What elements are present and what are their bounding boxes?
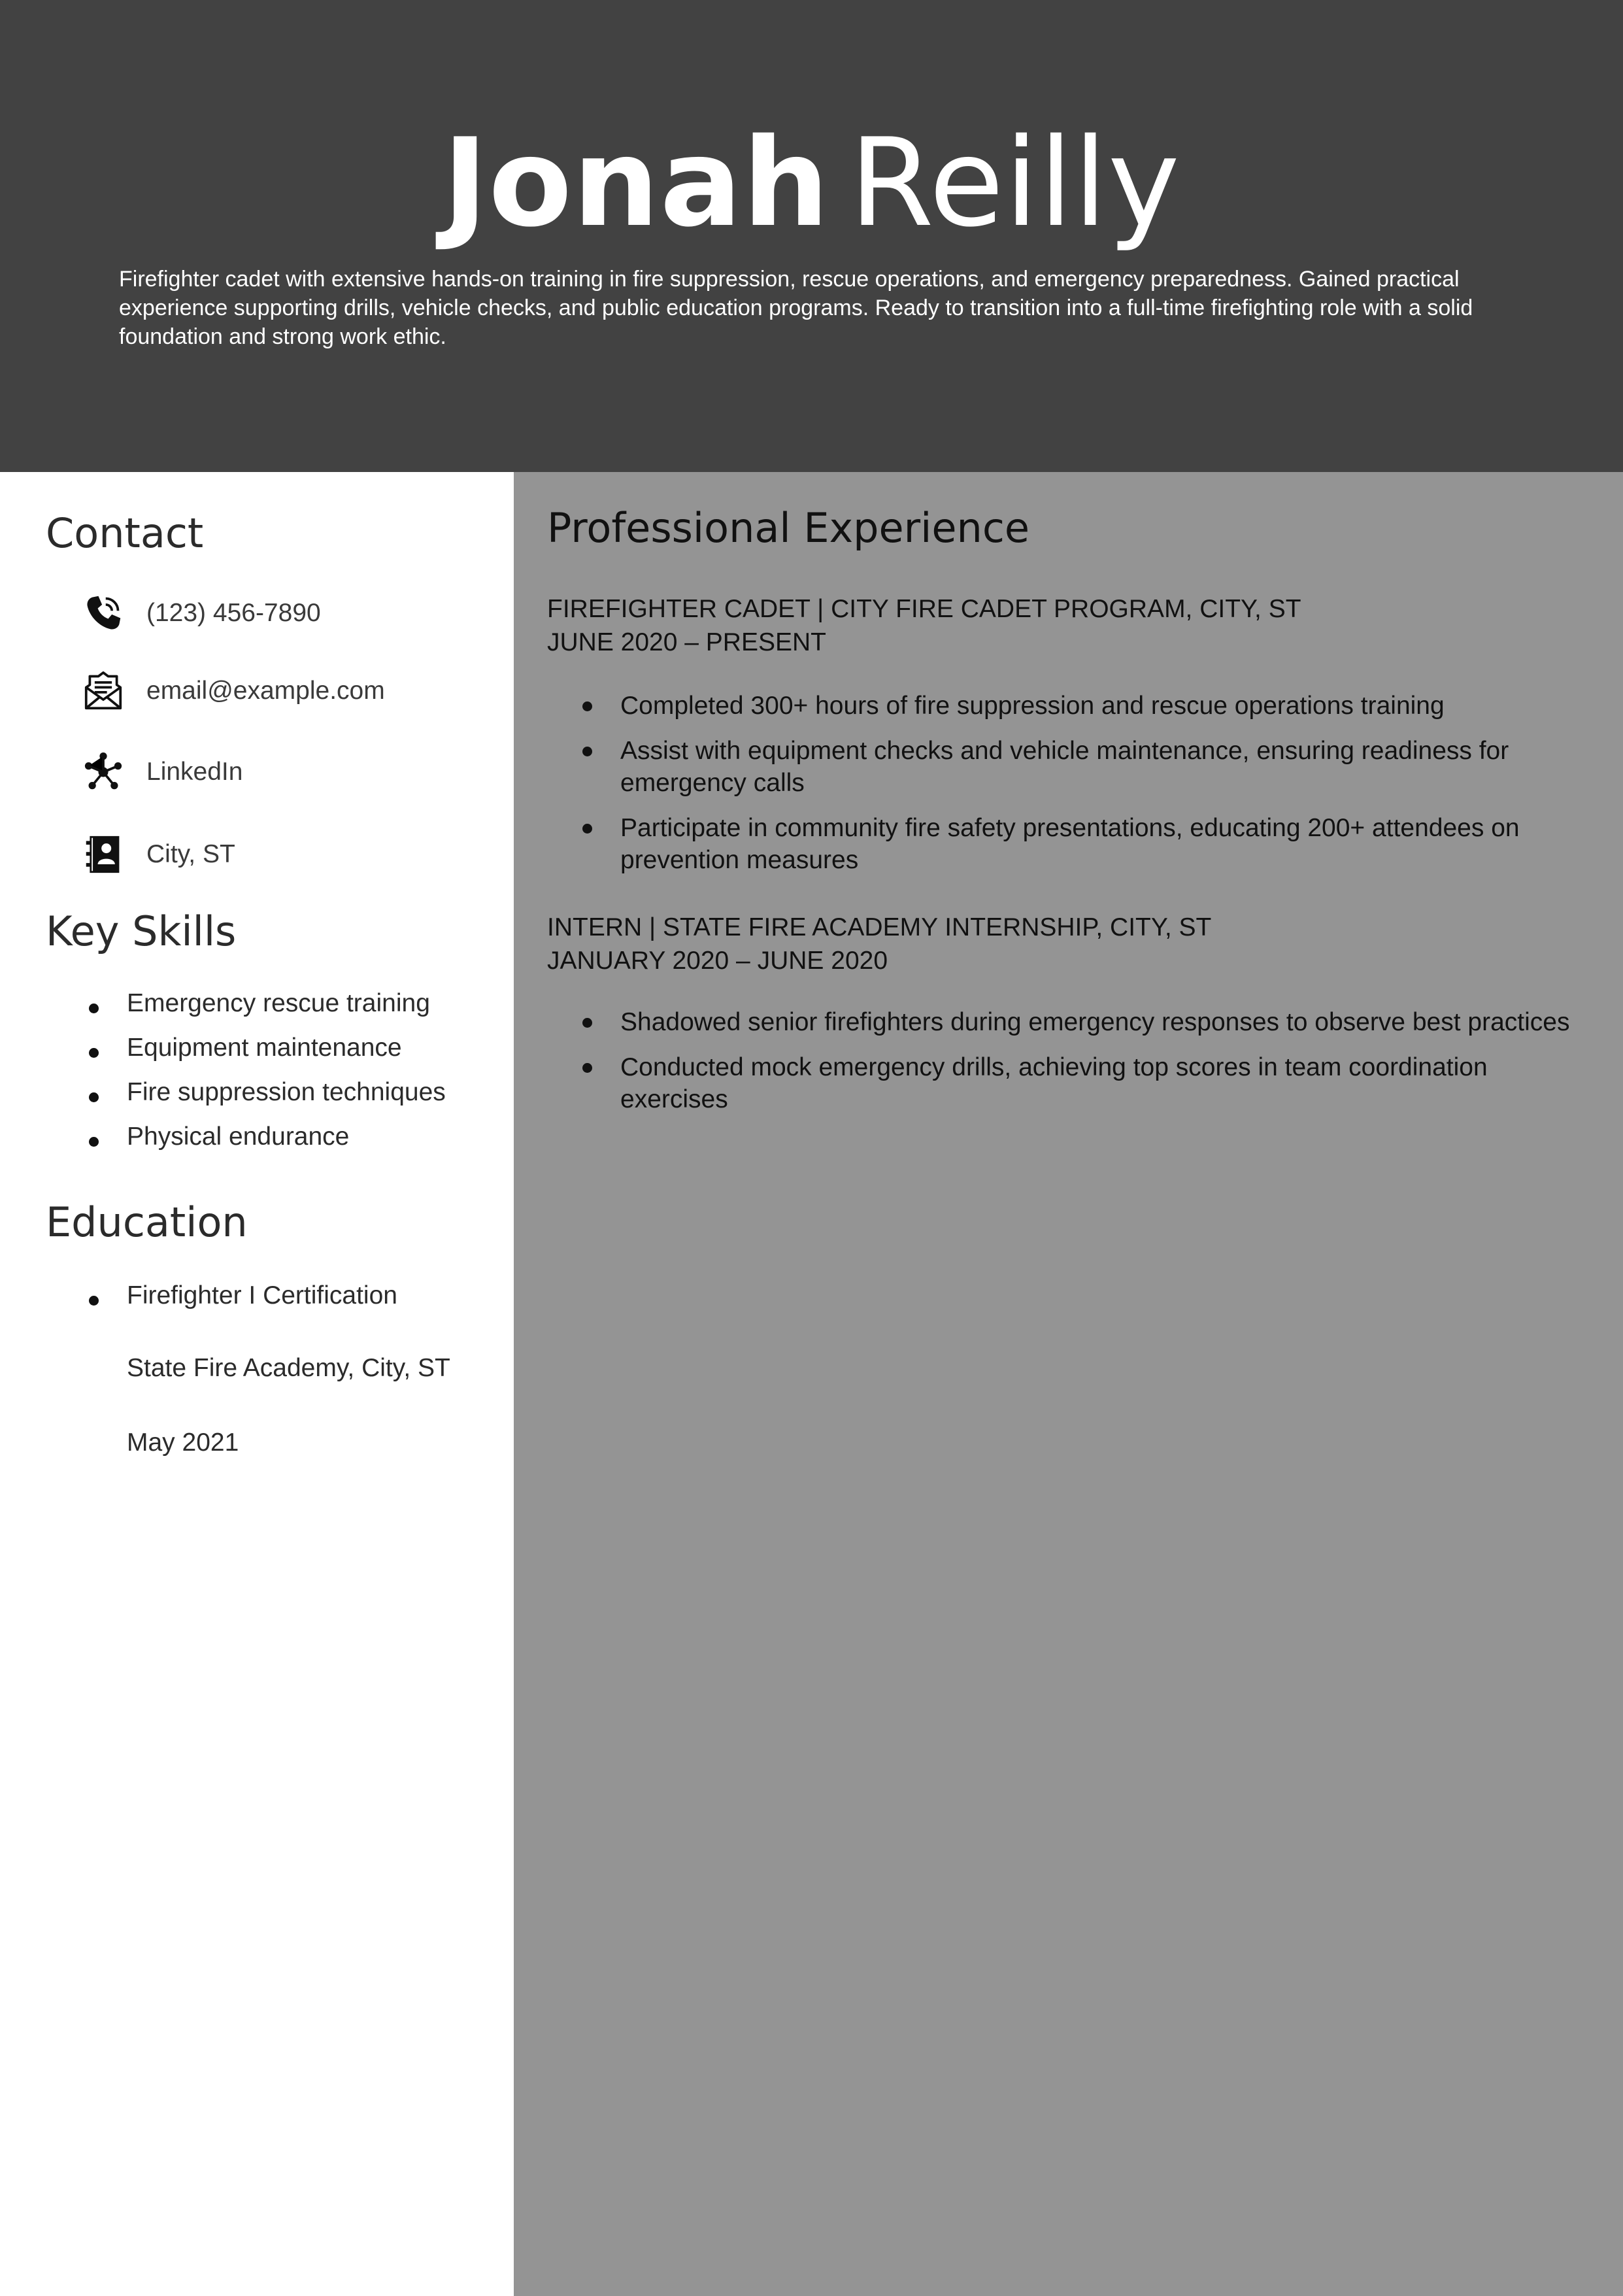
job-1-dates: JUNE 2020 – PRESENT xyxy=(547,628,827,656)
location-text: City, ST xyxy=(146,840,235,868)
list-item: Conducted mock emergency drills, achieving top scores in team coordination exercises xyxy=(620,1051,1575,1115)
education-school: State Fire Academy, City, ST xyxy=(127,1354,450,1382)
professional-experience-title: Professional Experience xyxy=(547,504,1030,552)
job-2-bullets xyxy=(620,1006,1575,1128)
linkedin-text[interactable]: LinkedIn xyxy=(146,758,243,786)
contact-linkedin xyxy=(82,749,243,795)
resume-header xyxy=(0,0,1623,472)
address-book-icon xyxy=(82,834,124,875)
left-column xyxy=(0,472,514,2296)
last-name: Reilly xyxy=(849,112,1180,254)
list-item: Participate in community fire safety presentations, educating 200+ attendees on prevention measures xyxy=(620,812,1575,876)
job-2-dates: JANUARY 2020 – JUNE 2020 xyxy=(547,947,888,975)
phone-text[interactable]: (123) 456-7890 xyxy=(146,599,321,627)
contact-title: Contact xyxy=(46,509,204,557)
phone-icon xyxy=(82,592,124,634)
education-title: Education xyxy=(46,1198,248,1246)
job-1-title: FIREFIGHTER CADET | CITY FIRE CADET PROGRAM, CITY, ST xyxy=(547,595,1301,623)
list-item: Physical endurance xyxy=(127,1123,446,1167)
education-date: May 2021 xyxy=(127,1428,239,1457)
envelope-icon xyxy=(82,670,124,712)
education-list xyxy=(127,1281,397,1310)
contact-location xyxy=(82,832,235,877)
key-skills-title: Key Skills xyxy=(46,907,237,955)
email-text[interactable]: email@example.com xyxy=(146,677,385,705)
skills-list xyxy=(127,989,446,1167)
list-item: Equipment maintenance xyxy=(127,1034,446,1078)
network-icon xyxy=(82,751,124,793)
list-item: Emergency rescue training xyxy=(127,989,446,1034)
job-1-bullets xyxy=(620,690,1575,889)
list-item: Completed 300+ hours of fire suppression and rescue operations training xyxy=(620,690,1575,722)
education-degree: Firefighter I Certification xyxy=(127,1281,397,1309)
job-1-header xyxy=(547,592,1301,659)
job-2-header xyxy=(547,911,1211,977)
list-item: Shadowed senior firefighters during emergency responses to observe best practices xyxy=(620,1006,1575,1038)
job-2-title: INTERN | STATE FIRE ACADEMY INTERNSHIP, CITY, ST xyxy=(547,913,1212,941)
contact-phone xyxy=(82,590,321,636)
list-item: Fire suppression techniques xyxy=(127,1078,446,1123)
contact-email xyxy=(82,668,385,714)
professional-summary: Firefighter cadet with extensive hands-on training in fire suppression, rescue operations, and emergency preparedness. Gained practical experience supporting drills, vehicle checks, and public education programs. Ready to transition into a full-time firefighting role with a solid foundation and strong work ethic. xyxy=(119,267,1473,349)
candidate-name xyxy=(0,112,1623,254)
list-item: Assist with equipment checks and vehicle maintenance, ensuring readiness for emergency calls xyxy=(620,735,1575,799)
first-name: Jonah xyxy=(443,112,830,254)
